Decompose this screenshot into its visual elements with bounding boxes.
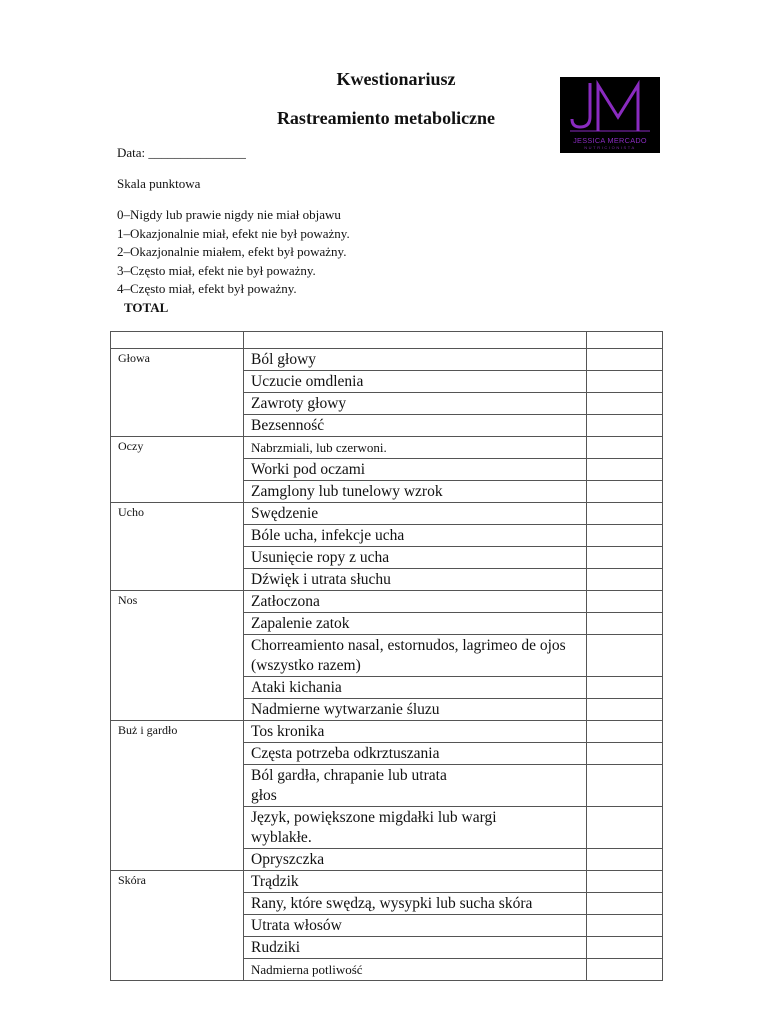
table-row <box>111 437 663 459</box>
total-label: TOTAL <box>124 300 169 315</box>
symptom-cell: Chorreamiento nasal, estornudos, lagrimeo de ojos (wszystko razem) <box>244 635 587 677</box>
logo-name-text: JESSICA MERCADO <box>573 136 647 145</box>
symptom-cell: Zapalenie zatok <box>244 613 587 635</box>
symptom-cell: Rudziki <box>244 937 587 959</box>
symptom-cell: Język, powiększone migdałki lub wargi wyblakłe. <box>244 807 587 849</box>
score-cell[interactable] <box>587 503 663 525</box>
category-cell: Ucho <box>111 503 244 591</box>
score-cell[interactable] <box>587 393 663 415</box>
symptom-cell: Bezsenność <box>244 415 587 437</box>
scale-item: 3–Często miał, efekt nie był poważny. <box>117 262 316 278</box>
symptom-cell: Bóle ucha, infekcje ucha <box>244 525 587 547</box>
score-cell[interactable] <box>587 959 663 981</box>
score-cell[interactable] <box>587 635 663 677</box>
table-row <box>111 503 663 525</box>
table-row <box>111 871 663 893</box>
score-cell[interactable] <box>587 915 663 937</box>
symptom-cell: Uczucie omdlenia <box>244 371 587 393</box>
symptom-cell: Ataki kichania <box>244 677 587 699</box>
score-cell[interactable] <box>587 349 663 371</box>
score-cell[interactable] <box>587 677 663 699</box>
symptom-cell: Zatłoczona <box>244 591 587 613</box>
score-cell[interactable] <box>587 699 663 721</box>
score-cell[interactable] <box>587 613 663 635</box>
symptom-table <box>110 331 663 981</box>
document-subtitle: Rastreamiento metaboliczne <box>276 108 496 128</box>
header-cell <box>587 332 663 349</box>
brand-logo <box>560 77 660 153</box>
score-cell[interactable] <box>587 481 663 503</box>
symptom-cell: Zamglony lub tunelowy wzrok <box>244 481 587 503</box>
scale-item: 0–Nigdy lub prawie nigdy nie miał objawu <box>117 207 341 222</box>
symptom-cell: Częsta potrzeba odkrztuszania <box>244 743 587 765</box>
symptom-cell: Nadmierna potliwość <box>244 959 587 981</box>
scale-item: 4–Często miał, efekt był poważny. <box>117 281 297 297</box>
symptom-cell: Tos kronika <box>244 721 587 743</box>
score-cell[interactable] <box>587 849 663 871</box>
score-cell[interactable] <box>587 437 663 459</box>
symptom-cell: Opryszczka <box>244 849 587 871</box>
score-cell[interactable] <box>587 459 663 481</box>
symptom-cell: Usunięcie ropy z ucha <box>244 547 587 569</box>
category-cell: Nos <box>111 591 244 721</box>
table-header-row <box>111 332 663 349</box>
score-cell[interactable] <box>587 765 663 807</box>
symptom-cell: Dźwięk i utrata słuchu <box>244 569 587 591</box>
symptom-cell: Ból gardła, chrapanie lub utrata głos <box>244 765 587 807</box>
score-cell[interactable] <box>587 807 663 849</box>
category-cell: Głowa <box>111 349 244 437</box>
symptom-cell: Rany, które swędzą, wysypki lub sucha skóra <box>244 893 587 915</box>
score-cell[interactable] <box>587 893 663 915</box>
logo-subtitle-text: NUTRICIONISTA <box>584 145 636 150</box>
scale-item: 2–Okazjonalnie miałem, efekt był poważny. <box>117 244 347 260</box>
score-cell[interactable] <box>587 569 663 591</box>
symptom-cell: Nadmierne wytwarzanie śluzu <box>244 699 587 721</box>
date-field-label: Data: _______________ <box>117 145 246 160</box>
category-cell: Oczy <box>111 437 244 503</box>
header-cell <box>244 332 587 349</box>
score-cell[interactable] <box>587 547 663 569</box>
symptom-cell: Ból głowy <box>244 349 587 371</box>
symptom-cell: Swędzenie <box>244 503 587 525</box>
score-cell[interactable] <box>587 371 663 393</box>
score-cell[interactable] <box>587 591 663 613</box>
scale-title: Skala punktowa <box>117 176 201 191</box>
table-row <box>111 591 663 613</box>
category-cell: Skóra <box>111 871 244 981</box>
scale-list <box>117 206 350 299</box>
symptom-cell: Worki pod oczami <box>244 459 587 481</box>
score-cell[interactable] <box>587 871 663 893</box>
symptom-cell: Utrata włosów <box>244 915 587 937</box>
score-cell[interactable] <box>587 525 663 547</box>
symptom-cell: Trądzik <box>244 871 587 893</box>
table-row <box>111 721 663 743</box>
symptom-cell: Nabrzmiali, lub czerwoni. <box>244 437 587 459</box>
symptom-cell: Zawroty głowy <box>244 393 587 415</box>
score-cell[interactable] <box>587 415 663 437</box>
header-cell <box>111 332 244 349</box>
category-cell: Buż i gardło <box>111 721 244 871</box>
table-row <box>111 349 663 371</box>
score-cell[interactable] <box>587 743 663 765</box>
score-cell[interactable] <box>587 721 663 743</box>
score-cell[interactable] <box>587 937 663 959</box>
document-title: Kwestionariusz <box>336 69 456 89</box>
scale-item: 1–Okazjonalnie miał, efekt nie był poważny. <box>117 225 350 241</box>
